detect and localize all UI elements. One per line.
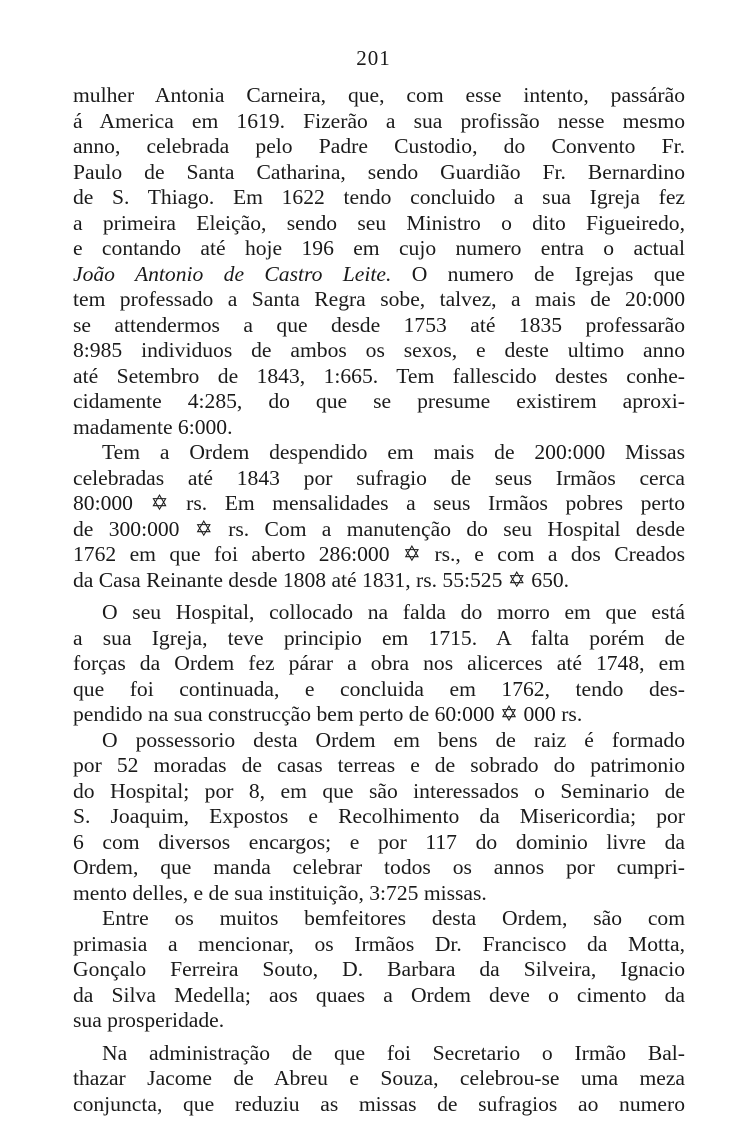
text-line: 1762 em que foi aberto 286:000 ✡ rs., e com a dos Creados xyxy=(73,542,685,566)
text-line-rest: O numero de Igrejas que xyxy=(411,261,685,286)
text-line: do Hospital; por 8, em que são interessados o Seminario de xyxy=(73,778,685,803)
text-line: primasia a mencionar, os Irmãos Dr. Francisco da Motta, xyxy=(73,931,685,956)
paragraph-6 xyxy=(73,1041,685,1118)
text-line: a sua Igreja, teve principio em 1715. A falta porém de xyxy=(73,625,685,650)
text-line: conjuncta, que reduziu as missas de sufragios ao numero xyxy=(73,1091,685,1116)
text-line: Gonçalo Ferreira Souto, D. Barbara da Silveira, Ignacio xyxy=(73,957,685,981)
paragraph-spacer xyxy=(73,593,685,600)
text-line: da Silva Medella; aos quaes a Ordem deve o cimento da xyxy=(73,982,685,1007)
text-line: sua prosperidade. xyxy=(73,1008,225,1032)
text-line: tem professado a Santa Regra sobe, talvez, a mais de 20:000 xyxy=(73,287,685,311)
paragraph-2 xyxy=(73,440,685,593)
paragraph-1 xyxy=(73,83,685,440)
text-line: a primeira Eleição, sendo seu Ministro o dito Figueiredo, xyxy=(73,210,685,235)
text-line: Ordem, que manda celebrar todos os annos por cumpri- xyxy=(73,855,685,879)
text-line: Tem a Ordem despendido em mais de 200:000 Missas xyxy=(102,440,685,464)
text-line: thazar Jacome de Abreu e Souza, celebrou-se uma meza xyxy=(73,1066,685,1090)
text-line: da Casa Reinante desde 1808 até 1831, rs. 55:525 ✡ 650. xyxy=(73,567,570,592)
text-line: Entre os muitos bemfeitores desta Ordem, são com xyxy=(102,906,685,930)
text-line: anno, celebrada pelo Padre Custodio, do Convento Fr. xyxy=(73,134,685,158)
text-line: á America em 1619. Fizerão a sua profissão nesse mesmo xyxy=(73,108,685,133)
paragraph-3 xyxy=(73,600,685,728)
text-line: 6 com diversos encargos; e por 117 do dominio livre da xyxy=(73,829,685,854)
text-line: madamente 6:000. xyxy=(73,414,233,439)
text-line: 80:000 ✡ rs. Em mensalidades a seus Irmãos pobres perto xyxy=(73,491,685,515)
text-line: mento delles, e de sua instituição, 3:725 missas. xyxy=(73,880,487,905)
text-line: celebradas até 1843 por sufragio de seus Irmãos cerca xyxy=(73,465,685,490)
paragraph-5 xyxy=(73,906,685,1034)
text-line: mulher Antonia Carneira, que, com esse intento, passárão xyxy=(73,83,685,107)
text-line: até Setembro de 1843, 1:665. Tem fallescido destes conhe- xyxy=(73,363,685,388)
text-line: cidamente 4:285, do que se presume existirem aproxi- xyxy=(73,389,685,413)
text-line: forças da Ordem fez párar a obra nos alicerces até 1748, em xyxy=(73,651,685,675)
text-line: Na administração de que foi Secretario o Irmão Bal- xyxy=(102,1040,685,1065)
text-line: se attendermos a que desde 1753 até 1835 professarão xyxy=(73,312,685,337)
text-line: O seu Hospital, collocado na falda do morro em que está xyxy=(102,600,685,624)
paragraph-spacer xyxy=(73,1034,685,1041)
text-line: por 52 moradas de casas terreas e de sobrado do patrimonio xyxy=(73,753,685,777)
text-line-with-italic-name xyxy=(73,262,685,288)
body-text xyxy=(73,83,685,1117)
text-line: que foi continuada, e concluida em 1762, tendo des- xyxy=(73,676,685,701)
text-line: pendido na sua construcção bem perto de 60:000 ✡ 000 rs. xyxy=(73,702,583,726)
text-line: e contando até hoje 196 em cujo numero entra o actual xyxy=(73,236,685,260)
text-line: 8:985 individuos de ambos os sexos, e deste ultimo anno xyxy=(73,338,685,362)
text-line: de 300:000 ✡ rs. Com a manutenção do seu Hospital desde xyxy=(73,516,685,541)
text-line: de S. Thiago. Em 1622 tendo concluido a sua Igreja fez xyxy=(73,185,685,209)
paragraph-4 xyxy=(73,728,685,907)
page-number: 201 xyxy=(356,46,391,70)
text-line: S. Joaquim, Expostos e Recolhimento da Misericordia; por xyxy=(73,804,685,828)
italic-name: João Antonio de Castro Leite. xyxy=(73,261,392,286)
text-line: O possessorio desta Ordem em bens de raiz é formado xyxy=(102,727,685,752)
text-line: Paulo de Santa Catharina, sendo Guardião Fr. Bernardino xyxy=(73,159,685,184)
